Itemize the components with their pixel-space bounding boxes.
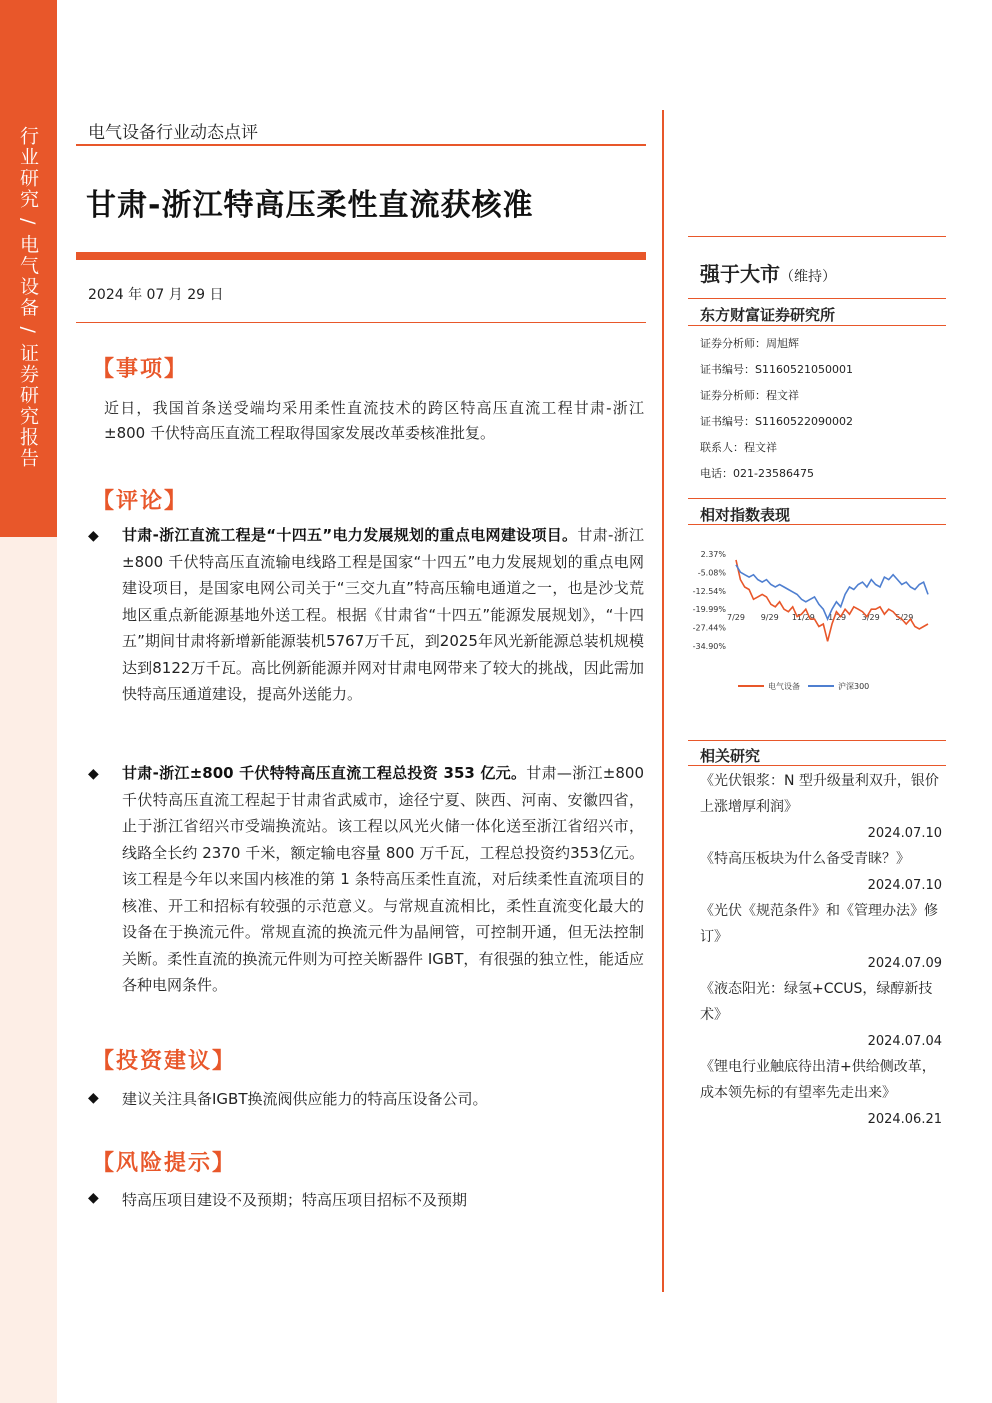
series-line bbox=[736, 560, 928, 641]
diamond-bullet-icon: ◆ bbox=[88, 1090, 99, 1106]
analyst-line: 联系人：程文祥 bbox=[700, 441, 777, 454]
related-item-date: 2024.07.09 bbox=[867, 956, 942, 971]
related-item-date: 2024.06.21 bbox=[867, 1112, 942, 1127]
comment-item-headline: 甘肃-浙江直流工程是“十四五”电力发展规划的重点电网建设项目。 bbox=[122, 526, 578, 544]
related-item-title[interactable]: 《光伏《规范条件》和《管理办法》修订》 bbox=[700, 903, 938, 945]
analyst-line: 证书编号：S1160521050001 bbox=[700, 363, 853, 376]
related-item-date: 2024.07.10 bbox=[867, 878, 942, 893]
comment-item-text: 甘肃—浙江±800 千伏特高压直流工程起于甘肃省武威市，途径宁夏、陕西、河南、安徽四省，止于浙江省绍兴市受端换流站。该工程以风光火储一体化送至浙江省绍兴市，线路全长约 2370 千米，额定输电容量 800 万千瓦，工程总投资约353亿元。该工程是今年以来国内核准的第 1 条特高压柔性直流，对后续柔性直流项目的核准、开工和招标有较强的示范意义。与常规直流相比，柔性直流变化最大的设备在于换流元件。常规直流的换流元件为晶闸管，可控制开通，但无法控制关断。柔性直流的换流元件则为可控关断器件 IGBT，有很强的独立性，能适应各种电网条件。 bbox=[122, 764, 644, 994]
rating-sub: （维持） bbox=[780, 269, 836, 285]
diamond-bullet-icon: ◆ bbox=[88, 528, 99, 544]
series-line bbox=[736, 565, 928, 619]
x-tick-label: 11/29 bbox=[791, 613, 815, 623]
header-divider bbox=[76, 144, 646, 146]
comment-item-text: 甘肃-浙江±800 千伏特高压直流输电线路工程是国家“十四五”电力发展规划的重点电网建设项目，是国家电网公司关于“三交九直”特高压输电通道之一，也是沙戈荒地区重点新能源基地外送工程。根据《甘肃省“十四五”能源发展规划》，“十四五”期间甘肃将新增新能源装机5767万千瓦，到2025年风光新能源总装机规模达到8122万千瓦。高比例新能源并网对甘肃电网带来了较大的挑战，因此需加快特高压通道建设，提高外送能力。 bbox=[122, 526, 644, 703]
institute-name: 东方财富证券研究所 bbox=[700, 306, 836, 324]
analyst-line: 电话：021-23586475 bbox=[700, 467, 814, 480]
related-item-title[interactable]: 《特高压板块为什么备受青睐？》 bbox=[700, 851, 910, 867]
y-tick-label: -19.99% bbox=[692, 605, 726, 615]
comment-item bbox=[122, 522, 644, 708]
institute-bottom-rule bbox=[688, 325, 946, 326]
y-tick-label: -34.90% bbox=[692, 642, 726, 651]
risk-text: 特高压项目建设不及预期；特高压项目招标不及预期 bbox=[122, 1191, 468, 1209]
x-tick-label: 1/29 bbox=[828, 613, 847, 623]
column-divider bbox=[662, 110, 664, 1292]
related-item-title[interactable]: 《锂电行业触底待出清+供给侧改革，成本领先标的有望率先走出来》 bbox=[700, 1059, 936, 1101]
comment-item-headline: 甘肃-浙江±800 千伏特特高压直流工程总投资 353 亿元。 bbox=[122, 764, 527, 782]
event-text: 近日，我国首条送受端均采用柔性直流技术的跨区特高压直流工程甘肃-浙江±800 千伏特高压直流工程取得国家发展改革委核准批复。 bbox=[104, 399, 644, 442]
related-bottom-rule bbox=[688, 765, 946, 766]
sidebar-category: 行业研究 / 电气设备 / 证券研究报告 bbox=[17, 126, 39, 469]
title-underline-bar bbox=[76, 252, 646, 260]
relative-index-chart bbox=[688, 538, 944, 698]
legend-label: 电气设备 bbox=[768, 682, 800, 691]
rating bbox=[700, 258, 836, 287]
x-tick-label: 9/29 bbox=[760, 613, 779, 623]
y-tick-label: -27.44% bbox=[692, 623, 726, 633]
comment-item bbox=[122, 760, 644, 999]
date-divider bbox=[76, 322, 646, 323]
report-type: 电气设备行业动态点评 bbox=[88, 123, 258, 143]
y-tick-label: -12.54% bbox=[692, 586, 726, 596]
section-heading-risk: 【风险提示】 bbox=[92, 1151, 237, 1176]
section-heading-advice: 【投资建议】 bbox=[92, 1049, 237, 1074]
page-title: 甘肃-浙江特高压柔性直流获核准 bbox=[86, 188, 534, 223]
related-item-date: 2024.07.04 bbox=[867, 1034, 942, 1049]
legend-label: 沪深300 bbox=[838, 682, 870, 691]
related-item-date: 2024.07.10 bbox=[867, 826, 942, 841]
x-tick-label: 5/29 bbox=[895, 613, 914, 623]
institute-top-rule bbox=[688, 298, 946, 299]
related-item-title[interactable]: 《液态阳光：绿氢+CCUS，绿醇新技术》 bbox=[700, 981, 933, 1023]
analyst-line: 证券分析师：程文祥 bbox=[700, 389, 799, 402]
analyst-line: 证书编号：S1160522090002 bbox=[700, 415, 853, 428]
analyst-line: 证券分析师：周旭辉 bbox=[700, 337, 799, 350]
sidebar-accent-block bbox=[0, 0, 57, 537]
chart-bottom-rule bbox=[688, 524, 946, 525]
chart-top-rule bbox=[688, 498, 946, 499]
rating-top-rule bbox=[688, 236, 946, 237]
diamond-bullet-icon: ◆ bbox=[88, 1190, 99, 1206]
related-section-title: 相关研究 bbox=[700, 747, 761, 765]
section-heading-event: 【事项】 bbox=[92, 357, 189, 382]
rating-label: 强于大市 bbox=[700, 262, 780, 286]
chart-section-title: 相对指数表现 bbox=[700, 506, 791, 524]
advice-text: 建议关注具备IGBT换流阀供应能力的特高压设备公司。 bbox=[122, 1090, 488, 1108]
report-date: 2024 年 07 月 29 日 bbox=[88, 287, 224, 303]
y-tick-label: 2.37% bbox=[700, 550, 726, 559]
related-item-title[interactable]: 《光伏银浆：N 型升级量利双升，银价上涨增厚利润》 bbox=[700, 773, 939, 815]
y-tick-label: -5.08% bbox=[697, 568, 726, 578]
diamond-bullet-icon: ◆ bbox=[88, 766, 99, 782]
related-top-rule bbox=[688, 740, 946, 741]
x-tick-label: 7/29 bbox=[727, 613, 745, 623]
section-heading-comment: 【评论】 bbox=[92, 489, 189, 514]
x-tick-label: 3/29 bbox=[861, 613, 880, 623]
